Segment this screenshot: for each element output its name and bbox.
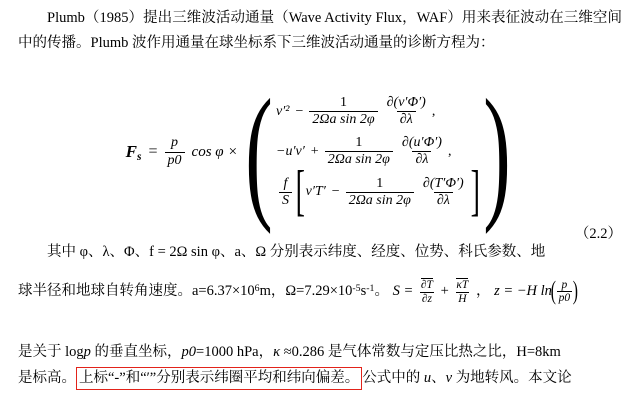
paragraph-symbol-definitions: 其中 φ、λ、Φ、f = 2Ω sin φ、a、Ω 分别表示纬度、经度、位势、科氏参数、地 (47, 244, 546, 260)
fraction-coriolis-3: $\frac{1}{\text{2Ωa sin 2φ}}$ (346, 176, 414, 209)
paragraph-notation: 是标高。 上标“-”和“′”分别表示纬圈平均和纬向偏差。 公式中的 u、v 为地转风。本文论 (18, 366, 622, 391)
cos-phi-term: cos φ (191, 143, 224, 160)
fraction-coriolis-1: $\frac{1}{\text{2Ωa sin 2φ}}$ (309, 95, 377, 128)
equation-component-rows (276, 95, 480, 223)
equation-component-row-3: $\frac{f}{S}$ [ v′T′ − $\frac{1}{\text{2Ωa sin 2φ}}$ $\frac{\partial(T'\Phi')}{\partial\lambda}$ ] (276, 175, 480, 209)
paragraph-constants: 球半径和地球自转角速度。$a=6.37\times 10^6m$，$\Omega=7.29\times 10^{-5}s^{-1}$。 S = $\frac{\partial T}{\partial z}$ + $\frac{\kappa T}{H}$ ， z = −H ln( $\frac{p}{p0}$ ) (18, 276, 579, 306)
equation-component-row-2: −u′v′ + $\frac{1}{\text{2Ωa sin 2φ}}$ $\frac{\partial(u'\Phi')}{\partial\lambda}$ , (276, 135, 452, 168)
left-paren-icon: ( (550, 276, 556, 306)
fraction-p-over-p0-inline: $\frac{p}{p0}$ (558, 278, 571, 305)
p0-symbol: p0 (181, 344, 197, 360)
multiplication-sign: × (228, 143, 238, 160)
equation-component-row-1: v′² − $\frac{1}{\text{2Ωa sin 2φ}}$ $\frac{\partial(v'\Phi')}{\partial\lambda}$ , (276, 95, 436, 128)
partial-derivative-1: $\frac{\partial(v'\Phi')}{\partial\lambda}$ (386, 95, 426, 128)
fraction-dT-dz: $\frac{\partial T}{\partial z}$ (420, 279, 433, 305)
equation-symbol-F: F (125, 141, 137, 161)
partial-derivative-2: $\frac{\partial(u'\Phi')}{\partial\lambda}$ (401, 135, 442, 168)
highlighted-notation-box: 上标“-”和“′”分别表示纬圈平均和纬向偏差。 (76, 367, 362, 390)
right-brace-icon: ) (483, 69, 512, 235)
equation-subscript-s: s (137, 149, 142, 163)
right-paren-icon: ) (572, 276, 579, 306)
fraction-kappaT-H: $\frac{\kappa T}{H}$ (456, 279, 469, 305)
paragraph-intro: Plumb（1985）提出三维波活动通量（Wave Activity Flux，WAF）用来表征波动在三维空间中的传播。Plumb 波作用通量在球坐标系下三维波活动通量的诊断方程为： (18, 10, 622, 52)
paragraph-scale-height: 是关于 logp 的垂直坐标，p0=1000 hPa，κ ≈0.286 是气体常数与定压比热之比，H=8km (18, 344, 561, 360)
equation-equals-sign: = (148, 143, 158, 160)
static-stability-equation: S = (392, 283, 414, 300)
fraction-f-over-S: $\frac{f}{S}$ (279, 176, 292, 209)
partial-derivative-3: $\frac{\partial(T'\Phi')}{\partial\lambda}$ (422, 175, 464, 208)
vertical-coordinate-equation: z = −H ln (494, 283, 552, 300)
equation-2-2 (0, 69, 640, 242)
right-bracket-icon: ] (470, 160, 480, 223)
fraction-coriolis-2: $\frac{1}{\text{2Ωa sin 2φ}}$ (325, 135, 393, 168)
left-bracket-icon: [ (295, 160, 305, 223)
fraction-p-over-p0: $\frac{p}{p0}$ (165, 135, 185, 168)
equation-number: （2.2） (574, 226, 622, 242)
equation-left-hand-side (126, 135, 240, 168)
left-brace-icon: ( (245, 69, 273, 235)
